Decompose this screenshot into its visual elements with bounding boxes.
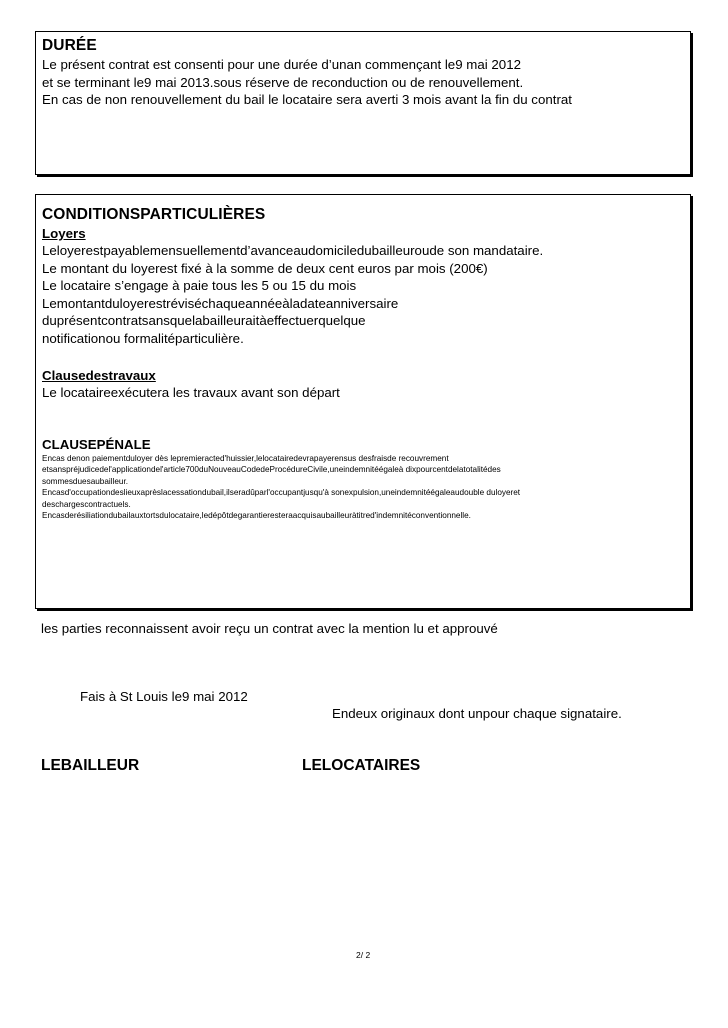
fait-text: Fais à St Louis le9 mai 2012 (80, 689, 248, 704)
loyers-line: duprésentcontratsansquelabailleuraitàeffectuerquelque (42, 313, 366, 328)
duree-section (35, 31, 691, 175)
duree-title: DURÉE (42, 37, 97, 54)
loyers-line: Le locataire s’engage à paie tous les 5 ou 15 du mois (42, 278, 357, 293)
loyers-title: Loyers (42, 226, 86, 241)
duree-line: Le présent contrat est consenti pour une durée d’unan commençant le9 mai 2012 (42, 57, 521, 72)
conditions-title: CONDITIONSPARTICULIÈRES (42, 206, 266, 223)
mention-text: les parties reconnaissent avoir reçu un contrat avec la mention lu et approuvé (41, 621, 498, 636)
penale-line: sommesduesaubailleur. (42, 476, 129, 486)
loyers-line: Lemontantduloyerestréviséchaqueannéeàladateanniversaire (42, 295, 399, 311)
page-number: 2/ 2 (356, 950, 371, 960)
locataires-signature-label: LELOCATAIRES (302, 757, 421, 774)
bailleur-signature-label: LEBAILLEUR (41, 757, 140, 774)
originaux-text: Endeux originaux dont unpour chaque signataire. (332, 706, 622, 721)
duree-line: et se terminant le9 mai 2013.sous réserve de reconduction ou de renouvellement. (42, 74, 524, 90)
travaux-title: Clausedestravaux (42, 368, 156, 383)
penale-line: Encasd'occupationdeslieuxaprèslacessationdubail,ilseradûparl'occupantjusqu'à sonexpulsion,uneindemnitéégaleaudouble duloyeret (42, 488, 521, 498)
penale-line: deschargescontractuels. (42, 499, 131, 509)
loyers-line: Leloyerestpayablemensuellementd’avanceaudomiciledubailleuroude son mandataire. (42, 243, 544, 258)
duree-line: En cas de non renouvellement du bail le locataire sera averti 3 mois avant la fin du contrat (42, 92, 572, 107)
penale-title: CLAUSEPÉNALE (42, 436, 151, 452)
penale-line: Encas denon paiementduloyer dès lepremieracted'huissier,lelocatairedevrapayerensus desfraisde recouvrement (42, 453, 449, 463)
loyers-line: notificationou formalitéparticulière. (42, 330, 244, 346)
penale-line: etsanspréjudicedel'applicationdel'article700duNouveauCodedeProcédureCivile,uneindemnitéégaleà dixpourcentdelatotalitédes (42, 465, 501, 475)
penale-line: Encasderésiliationdubailauxtortsdulocataire,ledépôtdegarantieresteraacquisaubailleuràtitred'indemnitéconventionnelle. (42, 511, 471, 521)
conditions-section (35, 194, 691, 609)
travaux-line: Le locataireexécutera les travaux avant son départ (42, 385, 340, 400)
loyers-line: Le montant du loyerest fixé à la somme de deux cent euros par mois (200€) (42, 260, 488, 276)
